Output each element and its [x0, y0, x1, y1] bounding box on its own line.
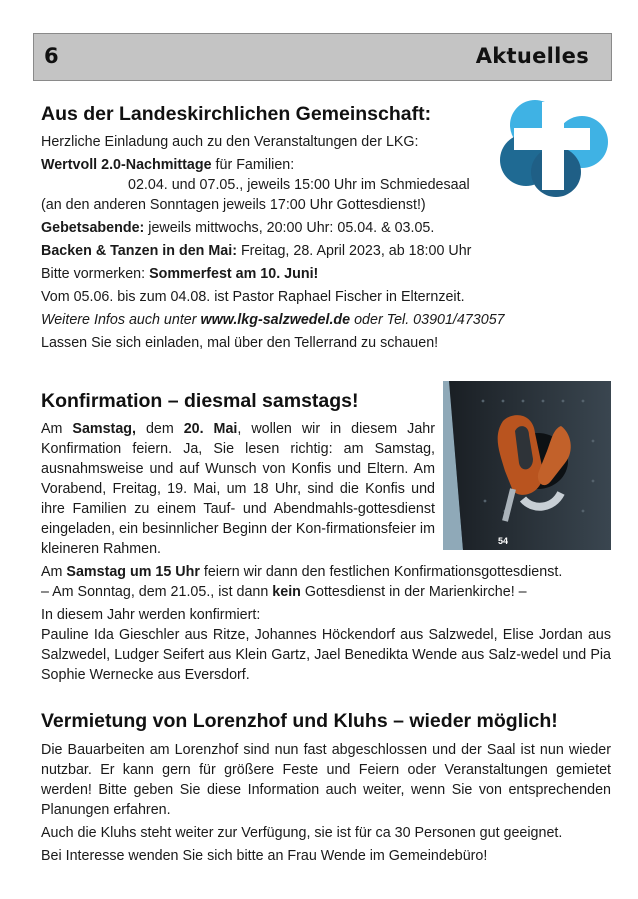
- konfirmation-p3: [41, 582, 611, 602]
- section-heading: Aktuelles: [475, 44, 589, 68]
- wertvoll-dates: 02.04. und 07.05., jeweils 15:00 Uhr im Schmiedesaal: [128, 177, 470, 193]
- p1-e: , wollen wir in diesem Jahr Konfirmation feiern. Ja, Sie lesen richtig: am Samstag, ausnahmsweise und auf Wunsch von Konfis und Eltern. Am Vorabend, Freitag, 19. Mai, um 18 Uhr, sind die Konfis und ihre Familien zu einem Tauf- und Abendmahls-gottesdienst eingeladen, ein besinnlicher Beginn der Kon-firmationsfeier im kleineren Rahmen.: [41, 421, 435, 557]
- konfirmation-p2: [41, 562, 611, 582]
- wertvoll-note: (an den anderen Sonntagen jeweils 17:00 Uhr Gottesdienst!): [41, 197, 426, 213]
- gebet-line: [41, 218, 611, 238]
- page-header: [33, 33, 612, 81]
- vermietung-p1: Die Bauarbeiten am Lorenzhof sind nun fast abgeschlossen und der Saal ist nun wieder nutzbar. Er kann gern für größere Feste und Feiern oder Veranstaltungen gemietet werden! Bitte geben Sie diese Information auch weiter, wenn Sie von entsprechenden Planungen erfahren.: [41, 742, 611, 818]
- image-label: 54: [498, 536, 509, 546]
- vermietung-section: [41, 710, 611, 866]
- konfirmation-title: Konfirmation – diesmal samstags!: [41, 390, 359, 412]
- konfirmation-p4: In diesem Jahr werden konfirmiert:: [41, 607, 261, 623]
- p3-a: – Am Sonntag, dem 21.05., ist dann: [41, 584, 273, 600]
- p1-c: dem: [135, 421, 184, 437]
- infos-line: [41, 310, 611, 330]
- tellerrand-line: Lassen Sie sich einladen, mal über den Tellerrand zu schauen!: [41, 335, 439, 351]
- backen-label: Backen & Tanzen in den Mai:: [41, 243, 237, 259]
- p1-a: Am: [41, 421, 73, 437]
- infos-pre: Weitere Infos auch unter: [41, 312, 201, 328]
- sommerfest-line: [41, 264, 611, 284]
- sommerfest-label: Sommerfest am 10. Juni!: [149, 266, 319, 282]
- p1-samstag: Samstag,: [72, 421, 136, 437]
- p2-c: feiern wir dann den festlichen Konfirmationsgottesdienst.: [199, 564, 563, 580]
- page-number: 6: [44, 44, 59, 68]
- backen-line: [41, 241, 611, 261]
- infos-post: oder Tel. 03901/473057: [350, 312, 505, 328]
- lkg-section: [41, 103, 611, 353]
- elternzeit-line: Vom 05.06. bis zum 04.08. ist Pastor Raphael Fischer in Elternzeit.: [41, 289, 465, 305]
- wertvoll-rest: für Familien:: [211, 157, 295, 173]
- p2-a: Am: [41, 564, 67, 580]
- p1-date: 20. Mai: [183, 421, 238, 437]
- wertvoll-line: [41, 155, 611, 175]
- konfirmation-p1: [41, 419, 435, 559]
- wertvoll-label: Wertvoll 2.0-Nachmittage: [41, 157, 212, 173]
- p3-kein: kein: [272, 584, 301, 600]
- lkg-website-link[interactable]: www.lkg-salzwedel.de: [200, 312, 351, 328]
- lkg-title: Aus der Landeskirchlichen Gemeinschaft:: [41, 103, 432, 125]
- p2-time: Samstag um 15 Uhr: [66, 564, 200, 580]
- vermietung-title: Vermietung von Lorenzhof und Kluhs – wieder möglich!: [41, 710, 558, 732]
- konfirmation-names: Pauline Ida Gieschler aus Ritze, Johannes Höckendorf aus Salzwedel, Elise Jordan aus Salzwedel, Ludger Seifert aus Klein Gartz, Jael Benedikta Wende aus Salz-wedel und Pia Sophie Wernecke aus Eversdorf.: [41, 627, 611, 683]
- konfirmation-section: [41, 390, 611, 685]
- lkg-intro: Herzliche Einladung auch zu den Veranstaltungen der LKG:: [41, 134, 419, 150]
- vermietung-p3: Bei Interesse wenden Sie sich bitte an Frau Wende im Gemeindebüro!: [41, 848, 488, 864]
- p3-c: Gottesdienst in der Marienkirche! –: [300, 584, 527, 600]
- sommerfest-pre: Bitte vormerken:: [41, 266, 150, 282]
- vermietung-p2: Auch die Kluhs steht weiter zur Verfügung, sie ist für ca 30 Personen gut geeignet.: [41, 825, 563, 841]
- gebet-label: Gebetsabende:: [41, 220, 145, 236]
- gebet-rest: jeweils mittwochs, 20:00 Uhr: 05.04. & 03.05.: [144, 220, 435, 236]
- backen-rest: Freitag, 28. April 2023, ab 18:00 Uhr: [236, 243, 472, 259]
